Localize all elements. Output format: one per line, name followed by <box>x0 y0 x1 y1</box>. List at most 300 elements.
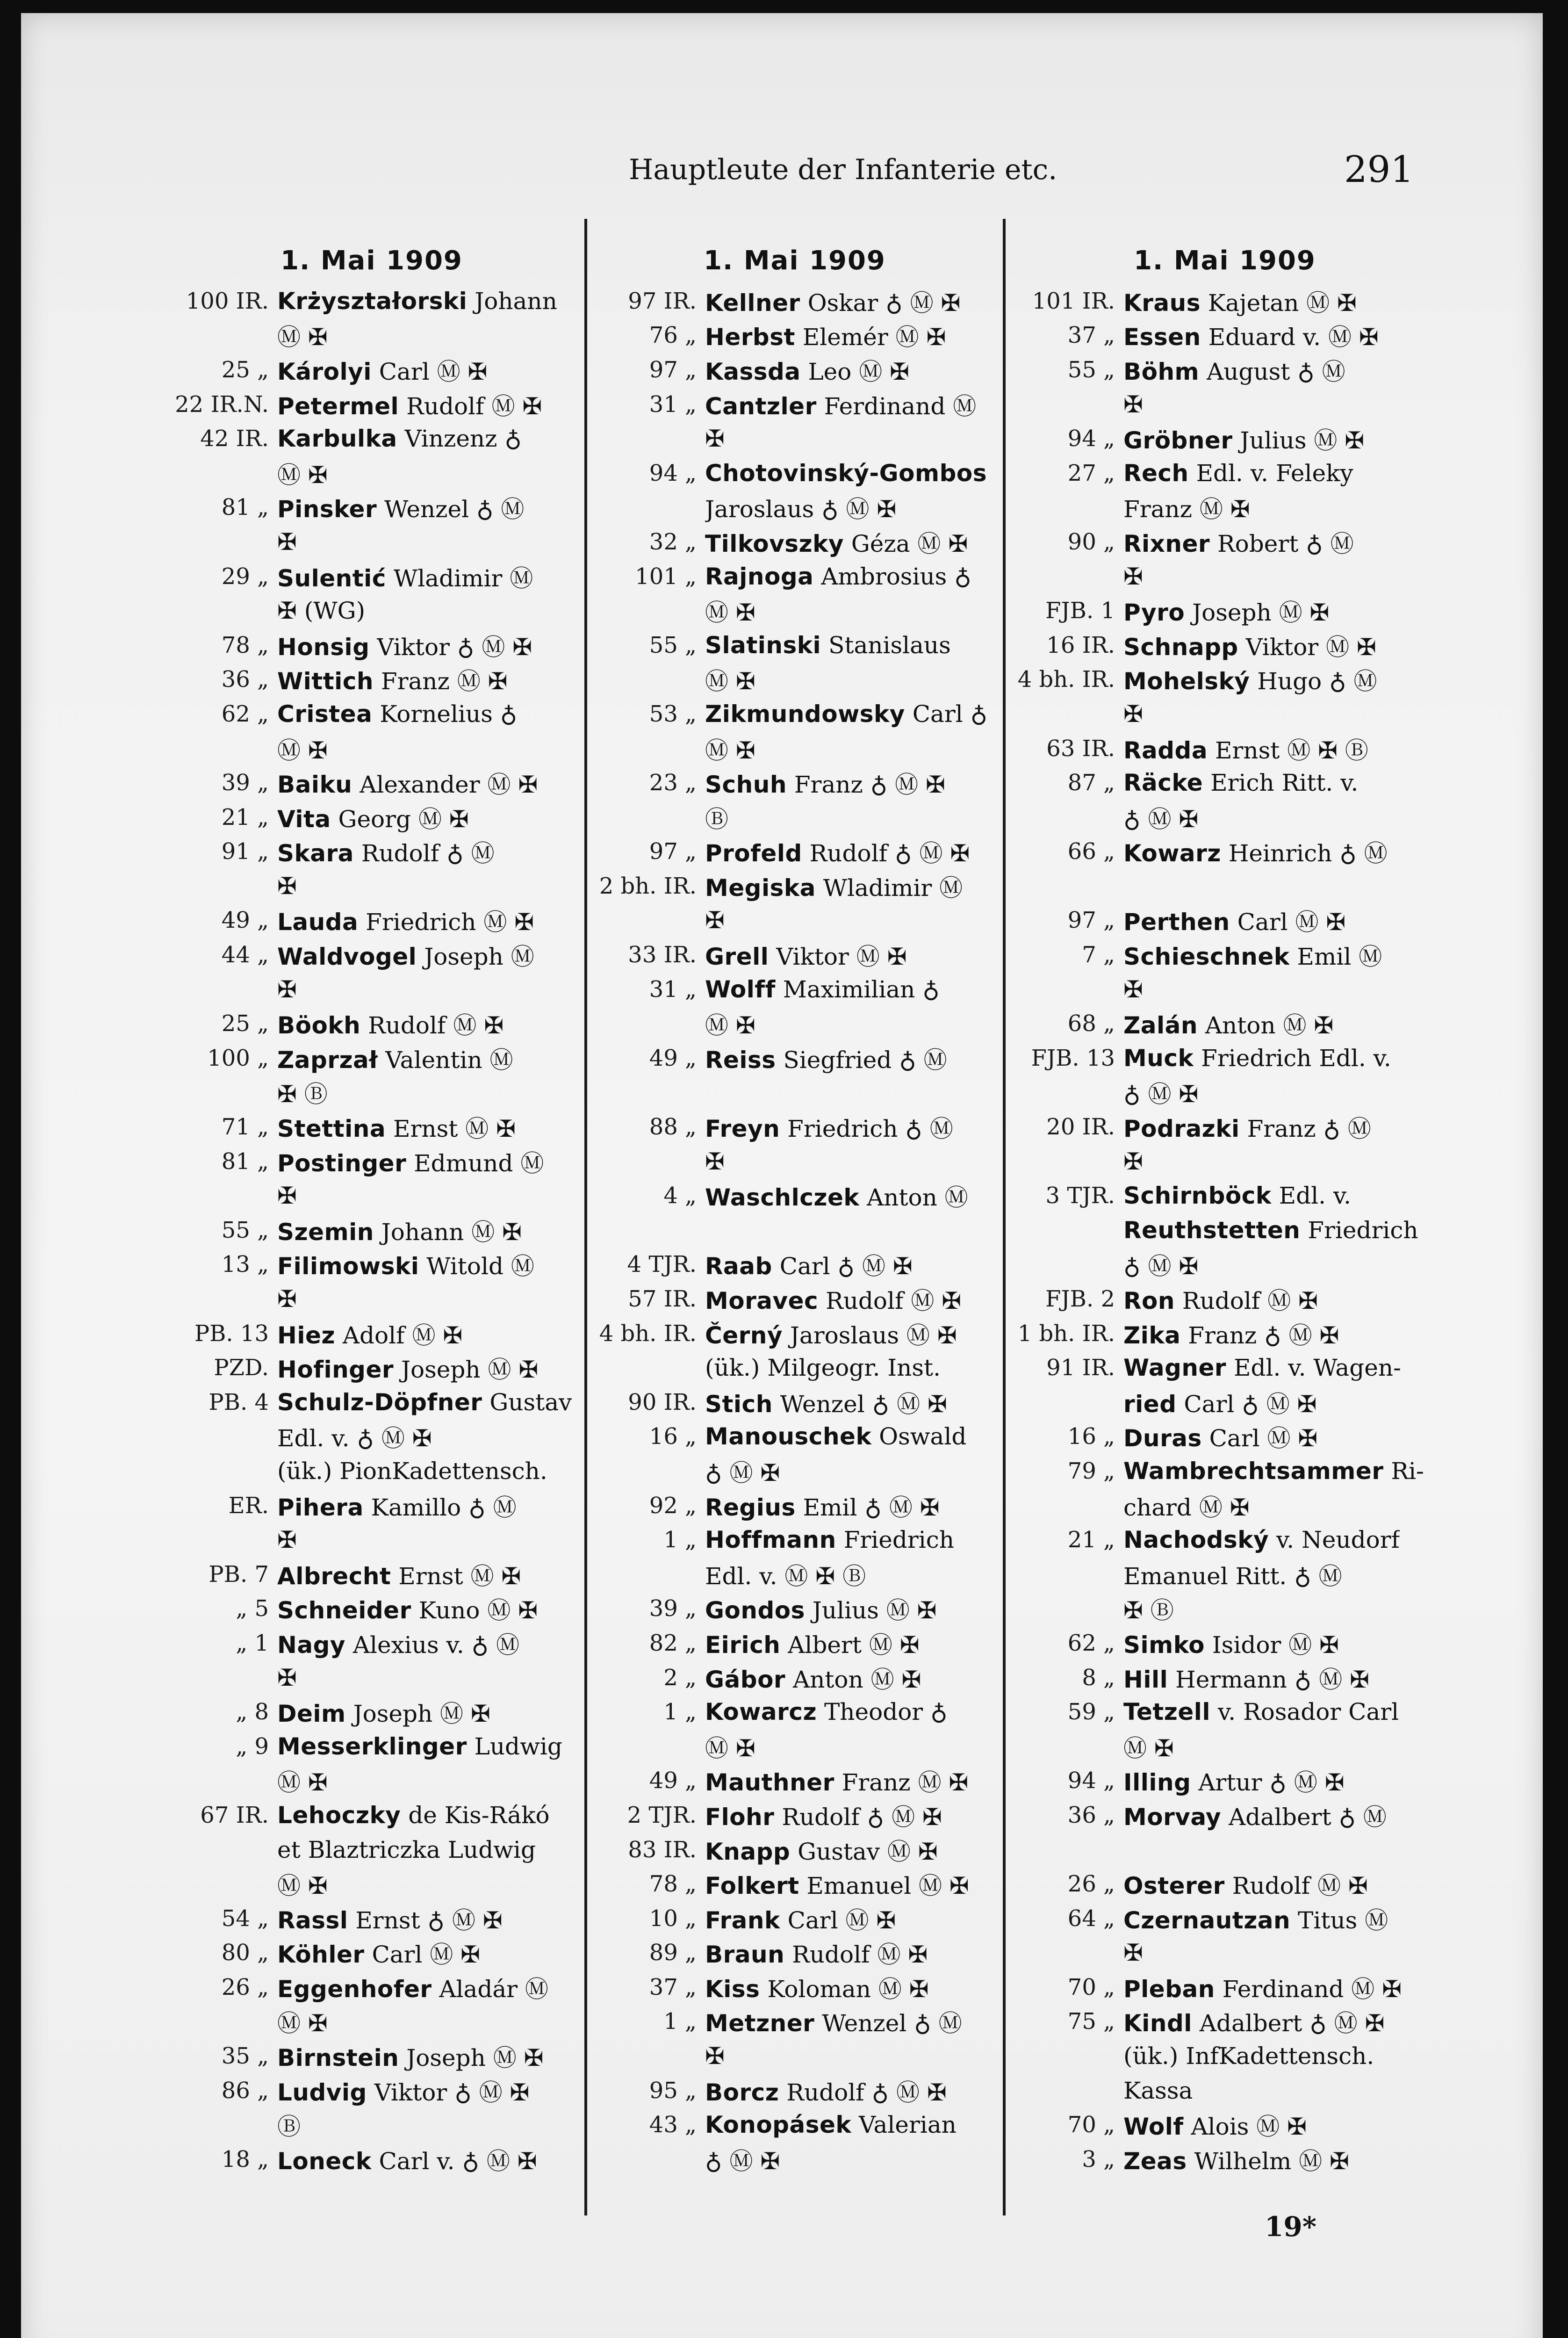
roster-line <box>161 1248 582 1282</box>
roster-line <box>161 1626 582 1660</box>
entry-text <box>277 2005 328 2038</box>
surname: Duras <box>1123 1425 1202 1452</box>
roster-line <box>161 1144 582 1179</box>
entry-text <box>277 732 328 765</box>
surname: Böhm <box>1123 358 1200 385</box>
roster-line <box>1007 593 1442 628</box>
roster-line <box>589 1764 1000 1798</box>
entry-text <box>1123 1558 1342 1591</box>
given-name-and-decorations: v. Neudorf <box>1276 1526 1400 1554</box>
roster-line <box>589 1041 1000 1075</box>
entry-text <box>1123 1248 1198 1281</box>
entry-text <box>1123 1798 1387 1832</box>
unit-number: 53 „ <box>649 700 697 727</box>
surname: Vita <box>277 805 331 833</box>
given-name-and-decorations: et Blaztriczka Ludwig <box>277 1836 536 1863</box>
given-name-and-decorations: Ⓜ ✠ <box>277 2010 328 2037</box>
unit-number: 26 „ <box>221 1974 269 2000</box>
unit-number: 55 „ <box>1067 356 1115 383</box>
entry-text <box>1123 1007 1333 1040</box>
surname: Perthen <box>1123 909 1230 936</box>
unit-number: 63 IR. <box>1046 735 1115 762</box>
entry-text <box>705 869 963 903</box>
roster-line <box>161 731 582 766</box>
unit-number: 32 „ <box>649 528 697 555</box>
entry-text <box>705 1936 928 1970</box>
unit-number: „ 8 <box>236 1699 269 1725</box>
surname: Filimowski <box>277 1253 419 1280</box>
entry-text <box>277 560 533 593</box>
unit-number: 55 „ <box>221 1217 269 1243</box>
roster-line <box>589 1075 1000 1110</box>
surname: Muck <box>1123 1044 1194 1072</box>
unit-number: 20 IR. <box>1046 1114 1115 1140</box>
unit-number: 78 „ <box>221 632 269 658</box>
unit-number: 16 „ <box>1067 1423 1115 1450</box>
given-name-and-decorations: Hugo ♁ Ⓜ <box>1257 668 1377 695</box>
roster-line <box>1007 1936 1442 1970</box>
given-name-and-decorations: Julius Ⓜ ✠ <box>812 1597 937 1624</box>
unit-number: 2 TJR. <box>627 1802 697 1828</box>
given-name-and-decorations: chard Ⓜ ✠ <box>1123 1494 1250 1521</box>
surname: Honsig <box>277 633 370 661</box>
surname: Černý <box>705 1321 783 1349</box>
surname: Reiss <box>705 1046 776 1074</box>
entry-text <box>1123 903 1345 937</box>
roster-line <box>161 628 582 663</box>
roster-line <box>589 663 1000 697</box>
unit-number: 92 „ <box>649 1492 697 1519</box>
unit-number: 31 „ <box>649 976 697 1003</box>
column-heading: 1. Mai 1909 <box>704 245 886 276</box>
surname: Ron <box>1123 1287 1175 1315</box>
roster-line <box>589 1970 1000 2005</box>
column-heading: 1. Mai 1909 <box>1134 245 1316 276</box>
entry-text <box>1123 594 1329 628</box>
given-name-and-decorations: Friedrich Edl. v. <box>1201 1044 1391 1072</box>
surname: Stich <box>705 1390 773 1418</box>
given-name-and-decorations: Wladimir Ⓜ <box>823 874 963 902</box>
entry-text <box>705 2111 957 2138</box>
given-name-and-decorations: Ambrosius ♁ <box>821 563 971 590</box>
entry-text <box>1123 976 1143 1003</box>
surname: Simko <box>1123 1631 1205 1659</box>
roster-line <box>1007 1592 1442 1626</box>
unit-number: 90 IR. <box>628 1389 697 1415</box>
unit-number: 71 „ <box>221 1114 269 1140</box>
roster-line <box>589 1248 1000 1282</box>
roster-line <box>1007 387 1442 422</box>
roster-line <box>589 1936 1000 1970</box>
unit-number: 101 „ <box>635 563 697 590</box>
given-name-and-decorations: Anton Ⓜ ✠ <box>793 1666 921 1693</box>
column-right <box>1007 245 1442 2208</box>
roster-line <box>1007 1385 1442 1420</box>
given-name-and-decorations: Franz ♁ Ⓜ ✠ <box>1188 1321 1339 1349</box>
entry-text <box>277 1420 432 1453</box>
surname: Hiez <box>277 1321 335 1349</box>
unit-number: 95 „ <box>649 2077 697 2104</box>
unit-number: 94 „ <box>649 460 697 486</box>
roster-line <box>589 938 1000 972</box>
given-name-and-decorations: Ⓜ ✠ <box>277 324 328 351</box>
entry-text <box>1123 1420 1317 1453</box>
surname: Folkert <box>705 1872 799 1900</box>
roster-line <box>589 284 1000 318</box>
roster-line <box>1007 456 1442 491</box>
given-name-and-decorations: Ferdinand Ⓜ ✠ <box>1222 1975 1402 2003</box>
unit-number: 100 „ <box>207 1045 269 1071</box>
entry-text <box>277 1248 534 1281</box>
roster-line <box>1007 1729 1442 1764</box>
unit-number: 7 „ <box>1082 942 1115 968</box>
entry-text <box>277 1733 562 1760</box>
roster-line <box>589 1110 1000 1144</box>
roster-line <box>589 1901 1000 1936</box>
entry-text <box>277 873 297 900</box>
given-name-and-decorations: Emanuel Ritt. ♁ Ⓜ <box>1123 1562 1342 1590</box>
given-name-and-decorations: Friedrich <box>1308 1216 1418 1244</box>
given-name-and-decorations: Artur ♁ Ⓜ ✠ <box>1198 1769 1345 1797</box>
given-name-and-decorations: Eduard v. Ⓜ ✠ <box>1208 324 1379 351</box>
surname: Pleban <box>1123 1975 1215 2003</box>
roster-line <box>1007 1144 1442 1179</box>
surname: Wolf <box>1123 2113 1184 2141</box>
surname: Stettina <box>277 1115 386 1143</box>
entry-text <box>277 1489 517 1523</box>
given-name-and-decorations: Emil Ⓜ <box>1297 943 1382 971</box>
given-name-and-decorations: Oswald <box>879 1423 967 1450</box>
roster-line <box>1007 1970 1442 2005</box>
roster-line <box>161 1213 582 1248</box>
given-name-and-decorations: Rudolf Ⓜ ✠ <box>826 1287 962 1315</box>
surname: Illing <box>1123 1769 1191 1797</box>
unit-number: 39 „ <box>649 1595 697 1622</box>
surname: Chotovinský-Gombos <box>705 459 987 487</box>
surname: Osterer <box>1123 1872 1225 1900</box>
given-name-and-decorations: Ⓜ ✠ <box>1123 1734 1174 1762</box>
entry-text <box>277 1867 328 1901</box>
unit-number: 67 IR. <box>200 1802 269 1828</box>
unit-number: 54 „ <box>221 1905 269 1932</box>
entry-text <box>705 594 755 628</box>
roster-line <box>161 765 582 800</box>
surname: Radda <box>1123 736 1208 764</box>
given-name-and-decorations: de Kis-Rákó <box>408 1801 550 1829</box>
given-name-and-decorations: Friedrich Ⓜ ✠ <box>366 909 534 936</box>
roster-line <box>1007 765 1442 800</box>
entry-text <box>1123 563 1143 590</box>
entry-text <box>277 1936 480 1970</box>
entry-text <box>277 288 557 315</box>
given-name-and-decorations: Rudolf ♁ Ⓜ ✠ <box>786 2078 947 2106</box>
surname: Rajnoga <box>705 563 814 590</box>
roster-line <box>161 2142 582 2177</box>
given-name-and-decorations: Gustav Ⓜ ✠ <box>798 1838 938 1865</box>
given-name-and-decorations: Carl Ⓜ ✠ <box>379 358 488 385</box>
surname: Slatinski <box>705 631 821 659</box>
roster-line <box>589 2073 1000 2108</box>
entry-text <box>705 1489 940 1523</box>
entry-text <box>705 1833 938 1867</box>
given-name-and-decorations: ✠ <box>705 2042 725 2070</box>
roster-line <box>1007 1075 1442 1110</box>
entry-text <box>705 318 946 352</box>
roster-line <box>1007 938 1442 972</box>
roster-line <box>161 1936 582 1970</box>
column-left <box>161 245 582 2208</box>
roster-line <box>589 1695 1000 1729</box>
roster-line <box>1007 2005 1442 2039</box>
roster-line <box>589 1454 1000 1488</box>
roster-line <box>1007 1523 1442 1557</box>
given-name-and-decorations: Viktor Ⓜ ✠ <box>776 943 907 971</box>
entry-text <box>1123 1730 1174 1763</box>
given-name-and-decorations: Adalbert ♁ Ⓜ <box>1229 1803 1387 1831</box>
surname: Räcke <box>1123 769 1203 797</box>
given-name-and-decorations: Rudolf ♁ Ⓜ <box>361 840 495 867</box>
roster-line <box>589 1557 1000 1592</box>
given-name-and-decorations: Anton Ⓜ ✠ <box>1205 1012 1334 1039</box>
entry-text <box>277 628 532 662</box>
entry-text <box>277 663 508 696</box>
given-name-and-decorations: Adolf Ⓜ ✠ <box>342 1321 463 1349</box>
given-name-and-decorations: ✠ <box>1123 1147 1143 1175</box>
given-name-and-decorations: ✠ <box>705 1147 725 1175</box>
roster-line <box>161 559 582 594</box>
roster-line <box>589 1213 1000 1248</box>
roster-line <box>161 2039 582 2073</box>
entry-text <box>705 1454 780 1488</box>
given-name-and-decorations: Oskar ♁ Ⓜ ✠ <box>807 289 961 317</box>
surname: Herbst <box>705 324 795 351</box>
roster-line <box>161 1488 582 1523</box>
given-name-and-decorations: Georg Ⓜ ✠ <box>338 805 469 833</box>
given-name-and-decorations: Ernst ♁ Ⓜ ✠ <box>355 1906 503 1934</box>
entry-text <box>277 491 524 524</box>
roster-line <box>589 456 1000 491</box>
entry-text <box>705 2143 780 2176</box>
entry-text <box>1123 938 1382 972</box>
entry-text <box>277 1317 462 1350</box>
entry-text <box>705 1423 966 1450</box>
surname: Pyro <box>1123 599 1185 627</box>
given-name-and-decorations: Titus Ⓜ <box>1298 1906 1388 1934</box>
entry-text <box>277 835 495 868</box>
roster-line <box>161 1798 582 1833</box>
roster-line <box>161 800 582 835</box>
unit-number: 97 „ <box>649 838 697 865</box>
entry-text <box>1123 700 1143 728</box>
entry-text <box>705 801 728 834</box>
given-name-and-decorations: Ferdinand Ⓜ <box>824 392 977 420</box>
unit-number: 39 „ <box>221 770 269 796</box>
roster-line <box>161 835 582 869</box>
entry-text <box>705 1317 957 1350</box>
entry-text <box>705 2074 947 2107</box>
given-name-and-decorations: Alexius v. ♁ Ⓜ <box>352 1631 520 1659</box>
entry-text <box>1123 2005 1384 2038</box>
given-name-and-decorations: Edmund Ⓜ <box>414 1149 544 1177</box>
unit-number: FJB. 13 <box>1031 1045 1115 1071</box>
surname: Szemin <box>277 1218 374 1246</box>
unit-number: 49 „ <box>649 1045 697 1071</box>
given-name-and-decorations: Franz Ⓜ ✠ <box>381 668 508 695</box>
entry-text <box>1123 769 1358 796</box>
given-name-and-decorations: Viktor ♁ Ⓜ ✠ <box>374 2078 530 2106</box>
given-name-and-decorations: Julius Ⓜ ✠ <box>1240 427 1365 455</box>
given-name-and-decorations: Kassa <box>1123 2077 1193 2104</box>
unit-number: 64 „ <box>1067 1905 1115 1932</box>
entry-text <box>1123 663 1377 696</box>
surname: Eirich <box>705 1631 781 1659</box>
surname: Kowarz <box>1123 840 1221 867</box>
roster-line <box>161 1901 582 1936</box>
roster-line <box>1007 2142 1442 2177</box>
roster-line <box>589 2142 1000 2177</box>
roster-line <box>161 421 582 456</box>
surname: Pinsker <box>277 496 377 523</box>
given-name-and-decorations: Albert Ⓜ ✠ <box>788 1631 920 1659</box>
given-name-and-decorations: Carl ♁ <box>912 700 988 728</box>
entry-text <box>705 1558 866 1591</box>
surname: Morvay <box>1123 1803 1222 1831</box>
given-name-and-decorations: Carl ♁ Ⓜ ✠ <box>779 1253 913 1280</box>
given-name-and-decorations: Edl. v. Wagen- <box>1233 1354 1401 1382</box>
surname: Sulentić <box>277 564 386 592</box>
signature-mark: 19* <box>1265 2211 1317 2243</box>
given-name-and-decorations: Ⓜ ✠ <box>277 461 328 489</box>
roster-line <box>1007 1350 1442 1385</box>
entry-text <box>705 1148 725 1175</box>
roster-line <box>589 353 1000 387</box>
unit-number: 90 „ <box>1067 528 1115 555</box>
entry-text <box>277 456 328 490</box>
surname: Mauthner <box>705 1769 834 1797</box>
roster-line <box>161 1729 582 1764</box>
column-heading: 1. Mai 1909 <box>281 245 463 276</box>
roster-line <box>589 491 1000 525</box>
surname: Kellner <box>705 289 800 317</box>
entry-text <box>705 1661 921 1695</box>
surname: Schneider <box>277 1597 411 1624</box>
roster-line <box>589 525 1000 559</box>
roster-line <box>589 1178 1000 1213</box>
unit-number: 2 „ <box>663 1664 697 1691</box>
given-name-and-decorations: Rudolf ♁ Ⓜ ✠ <box>809 840 970 867</box>
entry-text <box>277 903 534 937</box>
given-name-and-decorations: Robert ♁ Ⓜ <box>1217 530 1354 557</box>
roster-line <box>1007 1901 1442 1936</box>
given-name-and-decorations: Kornelius ♁ <box>380 700 518 728</box>
entry-text <box>277 1389 572 1416</box>
entry-text <box>277 1695 490 1729</box>
roster-line <box>161 1041 582 1075</box>
given-name-and-decorations: ✠ <box>1123 975 1143 1003</box>
given-name-and-decorations: Siegfried ♁ Ⓜ <box>783 1046 947 1074</box>
unit-number: 81 „ <box>221 1148 269 1175</box>
unit-number: 79 „ <box>1067 1458 1115 1484</box>
unit-number: 89 „ <box>649 1940 697 1966</box>
roster-line <box>161 1867 582 1901</box>
surname: Kiss <box>705 1975 760 2003</box>
unit-number: 76 „ <box>649 322 697 349</box>
unit-number: 59 „ <box>1067 1699 1115 1725</box>
unit-number: 70 „ <box>1067 2112 1115 2138</box>
unit-number: 57 IR. <box>628 1286 697 1313</box>
surname: Tilkovszky <box>705 530 844 557</box>
unit-number: 1 „ <box>663 1527 697 1553</box>
surname: Karbulka <box>277 425 397 453</box>
roster-line <box>1007 1213 1442 1248</box>
given-name-and-decorations: Ernst Ⓜ ✠ <box>398 1562 521 1590</box>
surname: Borcz <box>705 2078 779 2106</box>
roster-line <box>589 1523 1000 1557</box>
entry-text <box>705 1526 954 1553</box>
entry-text <box>277 1526 297 1553</box>
entry-text <box>277 1041 513 1075</box>
entry-text <box>277 1626 519 1660</box>
surname: Schieschnek <box>1123 943 1290 971</box>
roster-line <box>161 2073 582 2108</box>
entry-text <box>277 1110 516 1144</box>
roster-line <box>1007 2039 1442 2073</box>
given-name-and-decorations: Carl Ⓜ ✠ <box>787 1906 896 1934</box>
entry-text <box>705 460 987 487</box>
surname: Köhler <box>277 1941 365 1969</box>
entry-text <box>1123 2077 1193 2104</box>
surname: Knapp <box>705 1838 791 1865</box>
entry-text <box>705 353 909 387</box>
given-name-and-decorations: Ⓑ <box>277 2113 301 2141</box>
unit-number: FJB. 1 <box>1045 598 1115 624</box>
unit-number: 43 „ <box>649 2112 697 2138</box>
roster-line <box>589 593 1000 628</box>
given-name-and-decorations: Géza Ⓜ ✠ <box>851 530 968 557</box>
entry-text <box>1123 1282 1318 1316</box>
roster-line <box>1007 491 1442 525</box>
entry-text <box>277 1802 550 1829</box>
surname: Mohelský <box>1123 668 1250 695</box>
surname: Essen <box>1123 324 1201 351</box>
roster-line <box>589 1592 1000 1626</box>
unit-number: 1 „ <box>663 2008 697 2035</box>
roster-line <box>1007 421 1442 456</box>
entry-text <box>1123 1182 1351 1209</box>
given-name-and-decorations: Anton Ⓜ <box>867 1184 968 1212</box>
entry-text <box>1123 1354 1401 1381</box>
roster-line <box>161 456 582 491</box>
surname: Schuh <box>705 771 787 799</box>
roster-line <box>161 1970 582 2005</box>
roster-line <box>1007 1178 1442 1213</box>
entry-text <box>705 1698 948 1725</box>
given-name-and-decorations: Edl. v. <box>1279 1182 1352 1210</box>
surname: Profeld <box>705 840 802 867</box>
surname: Cristea <box>277 700 373 728</box>
roster-line <box>161 903 582 938</box>
roster-line <box>589 1385 1000 1420</box>
roster-line <box>1007 835 1442 869</box>
given-name-and-decorations: Valentin Ⓜ <box>385 1046 513 1074</box>
given-name-and-decorations: Wenzel ♁ Ⓜ ✠ <box>780 1390 947 1418</box>
roster-line <box>161 1523 582 1557</box>
unit-number: 94 „ <box>1067 426 1115 452</box>
given-name-and-decorations: Ernst Ⓜ ✠ <box>393 1115 516 1143</box>
roster-line <box>1007 525 1442 559</box>
entry-text <box>705 976 940 1003</box>
surname: Loneck <box>277 2147 372 2175</box>
